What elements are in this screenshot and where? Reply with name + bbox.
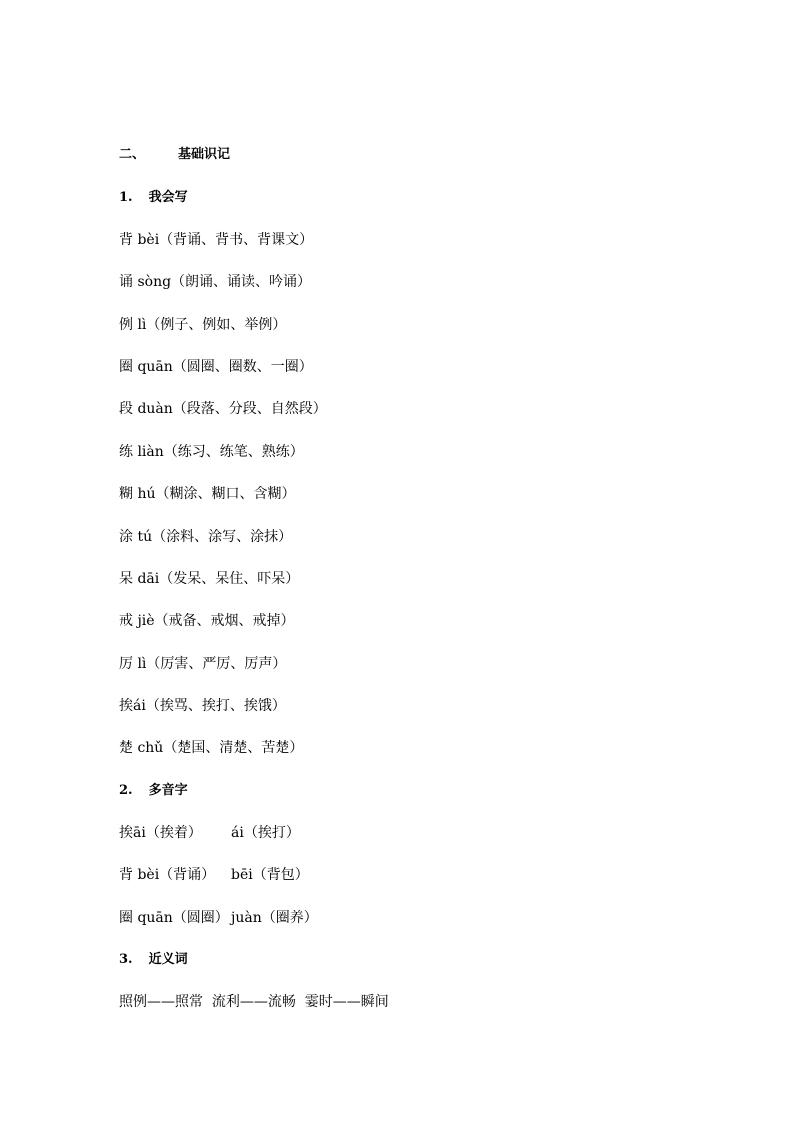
subsection-heading-3 bbox=[119, 951, 188, 969]
polyphone-reading-2: bēi（背包） bbox=[231, 867, 309, 883]
section-number: 二、 bbox=[119, 147, 146, 162]
write-item: 厉 lì（厉害、严厉、厉声） bbox=[119, 656, 287, 672]
subsection-title: 多音字 bbox=[148, 783, 188, 798]
polyphone-reading-2: ái（挨打） bbox=[231, 825, 300, 841]
section-title: 基础识记 bbox=[178, 147, 231, 162]
polyphone-reading-1: 背 bèi（背诵） bbox=[119, 867, 216, 883]
write-item: 呆 dāi（发呆、呆住、吓呆） bbox=[119, 571, 300, 587]
polyphone-row bbox=[119, 824, 300, 842]
polyphone-reading-1: 圈 quān（圆圈） bbox=[119, 910, 229, 926]
subsection-number: 2. bbox=[119, 783, 133, 798]
subsection-title: 我会写 bbox=[148, 190, 188, 205]
write-item: 段 duàn（段落、分段、自然段） bbox=[119, 401, 327, 417]
subsection-number: 1. bbox=[119, 190, 133, 205]
write-item: 糊 hú（糊涂、糊口、含糊） bbox=[119, 486, 296, 502]
write-item: 楚 chǔ（楚国、清楚、苦楚） bbox=[119, 740, 304, 756]
section-heading bbox=[119, 146, 230, 164]
polyphone-reading-2: juàn（圈养） bbox=[231, 910, 318, 926]
write-item: 圈 quān（圆圈、圈数、一圈） bbox=[119, 359, 313, 375]
polyphone-row bbox=[119, 866, 309, 884]
subsection-title: 近义词 bbox=[148, 952, 188, 967]
subsection-heading-2 bbox=[119, 782, 188, 800]
polyphone-reading-1: 挨āi（挨着） bbox=[119, 825, 202, 841]
subsection-heading-1 bbox=[119, 189, 188, 207]
write-item: 挨ái（挨骂、挨打、挨饿） bbox=[119, 698, 286, 714]
write-item: 戒 jiè（戒备、戒烟、戒掉） bbox=[119, 613, 295, 629]
synonym-pairs: 照例——照常 流利——流畅 霎时——瞬间 bbox=[119, 994, 389, 1010]
write-item: 背 bèi（背诵、背书、背课文） bbox=[119, 232, 314, 248]
write-item: 练 liàn（练习、练笔、熟练） bbox=[119, 444, 304, 460]
subsection-number: 3. bbox=[119, 952, 133, 967]
write-item: 涂 tú（涂料、涂写、涂抹） bbox=[119, 529, 293, 545]
write-item: 例 lì（例子、例如、举例） bbox=[119, 317, 287, 333]
polyphone-row bbox=[119, 909, 318, 927]
write-item: 诵 sòng（朗诵、诵读、吟诵） bbox=[119, 274, 312, 290]
